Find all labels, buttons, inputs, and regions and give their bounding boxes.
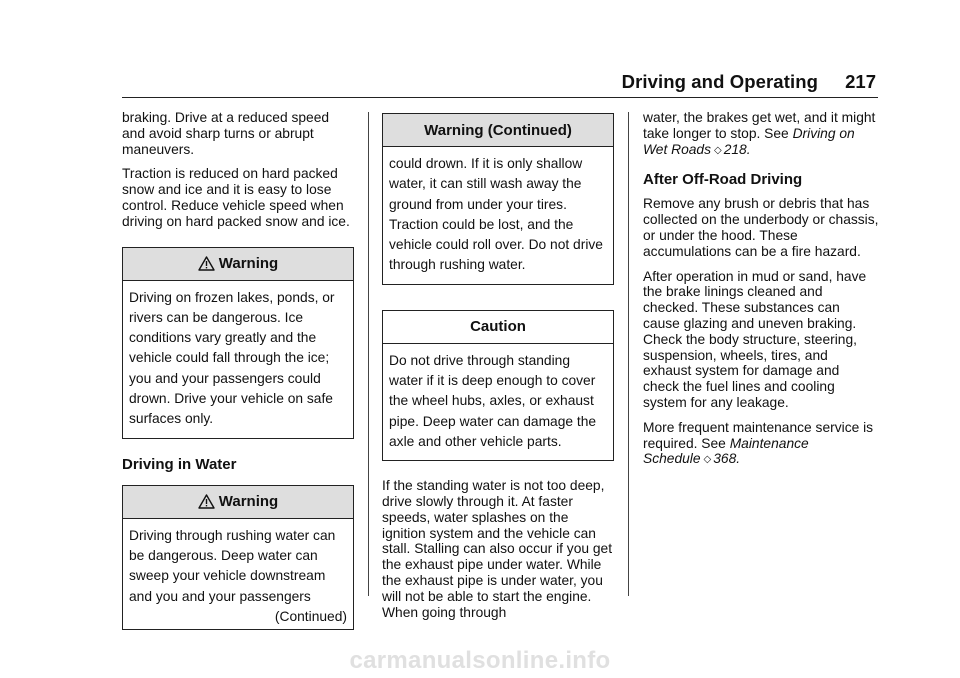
caution-heading: Caution — [383, 311, 613, 344]
paragraph: Remove any brush or debris that has collected on the underbody or chassis, or under the hood. These accumulations can be a fire hazard. — [643, 196, 879, 259]
warning-continued-box — [382, 113, 614, 285]
warning-text: Driving on frozen lakes, ponds, or rivers can be dangerous. Ice conditions vary greatly and the vehicle could fall through the ice; you and your passengers could drown. Drive your vehicle on safe surfaces only. — [129, 289, 335, 427]
warning-heading — [383, 114, 613, 147]
cross-reference-page[interactable]: 368 — [713, 451, 737, 467]
caution-text: Do not drive through standing water if it is deep enough to cover the wheel hubs, axles, or exhaust pipe. Deep water can damage the axle and other vehicle parts. — [389, 352, 597, 449]
paragraph: If the standing water is not too deep, drive slowly through it. At faster speeds, water splashes on the ignition system and the vehicle can stall. Stalling can also occur if you get the exhaust pipe under water. While the exhaust pipe is under water, you will not be able to start the engine. When going through — [382, 478, 613, 620]
warning-icon — [198, 494, 215, 509]
warning-text: could drown. If it is only shallow water, it can still wash away the ground from under your tires. Traction could be lost, and the vehicle could roll over. Do not drive through rushing water. — [389, 156, 603, 273]
warning-box — [122, 485, 354, 630]
column-1 — [122, 110, 354, 630]
watermark: carmanualsonline.info — [349, 647, 611, 674]
page-reference-icon: ◇ — [703, 454, 712, 466]
continued-label: (Continued) — [274, 608, 347, 624]
paragraph: water, the brakes get wet, and it might take longer to stop. See Driving on Wet Roads ◇ 218. — [643, 110, 876, 157]
column-2 — [382, 110, 614, 620]
paragraph-text: water, the brakes get wet, and it might take longer to stop. See — [643, 110, 876, 141]
section-heading: After Off-Road Driving — [643, 171, 803, 189]
cross-reference-link[interactable]: Driving on Wet Roads — [643, 125, 855, 157]
cross-reference-link[interactable]: Maintenance Schedule — [643, 435, 809, 467]
paragraph: After operation in mud or sand, have the brake linings cleaned and checked. These substances can cause glazing and uneven braking. Check the body structure, steering, suspension, wheels, tires, and exhaust system for damage and check the fuel lines and cooling system for any leakage. — [643, 268, 867, 410]
warning-box — [122, 247, 354, 439]
section-title: Driving and Operating — [621, 71, 818, 92]
warning-heading-text: Warning — [218, 493, 279, 511]
warning-icon — [198, 256, 215, 271]
paragraph: More frequent maintenance service is required. See Maintenance Schedule ◇ 368. — [643, 419, 874, 467]
section-heading: Driving in Water — [122, 455, 237, 473]
warning-heading — [123, 486, 353, 519]
warning-heading-text: Warning — [218, 255, 279, 273]
paragraph: Traction is reduced on hard packed snow and ice and it is easy to lose control. Reduce vehicle speed when driving on hard packed snow and ice. — [122, 166, 350, 229]
warning-text: Driving through rushing water can be dangerous. Deep water can sweep your vehicle downstream and you and your passengers — [129, 527, 336, 604]
paragraph-text: More frequent maintenance service is required. See — [643, 419, 874, 451]
column-divider — [628, 112, 629, 596]
warning-body — [123, 519, 353, 629]
caution-box — [382, 310, 614, 461]
warning-heading — [123, 248, 353, 281]
page-reference-icon: ◇ — [714, 144, 722, 156]
page-number: 217 — [845, 71, 876, 92]
column-divider — [368, 112, 369, 596]
cross-reference-page[interactable]: 218 — [723, 141, 747, 157]
page-header — [122, 71, 878, 98]
column-3 — [643, 110, 879, 468]
paragraph: braking. Drive at a reduced speed and avoid sharp turns or abrupt maneuvers. — [122, 110, 330, 157]
warning-heading-text: Warning (Continued) — [424, 121, 572, 139]
